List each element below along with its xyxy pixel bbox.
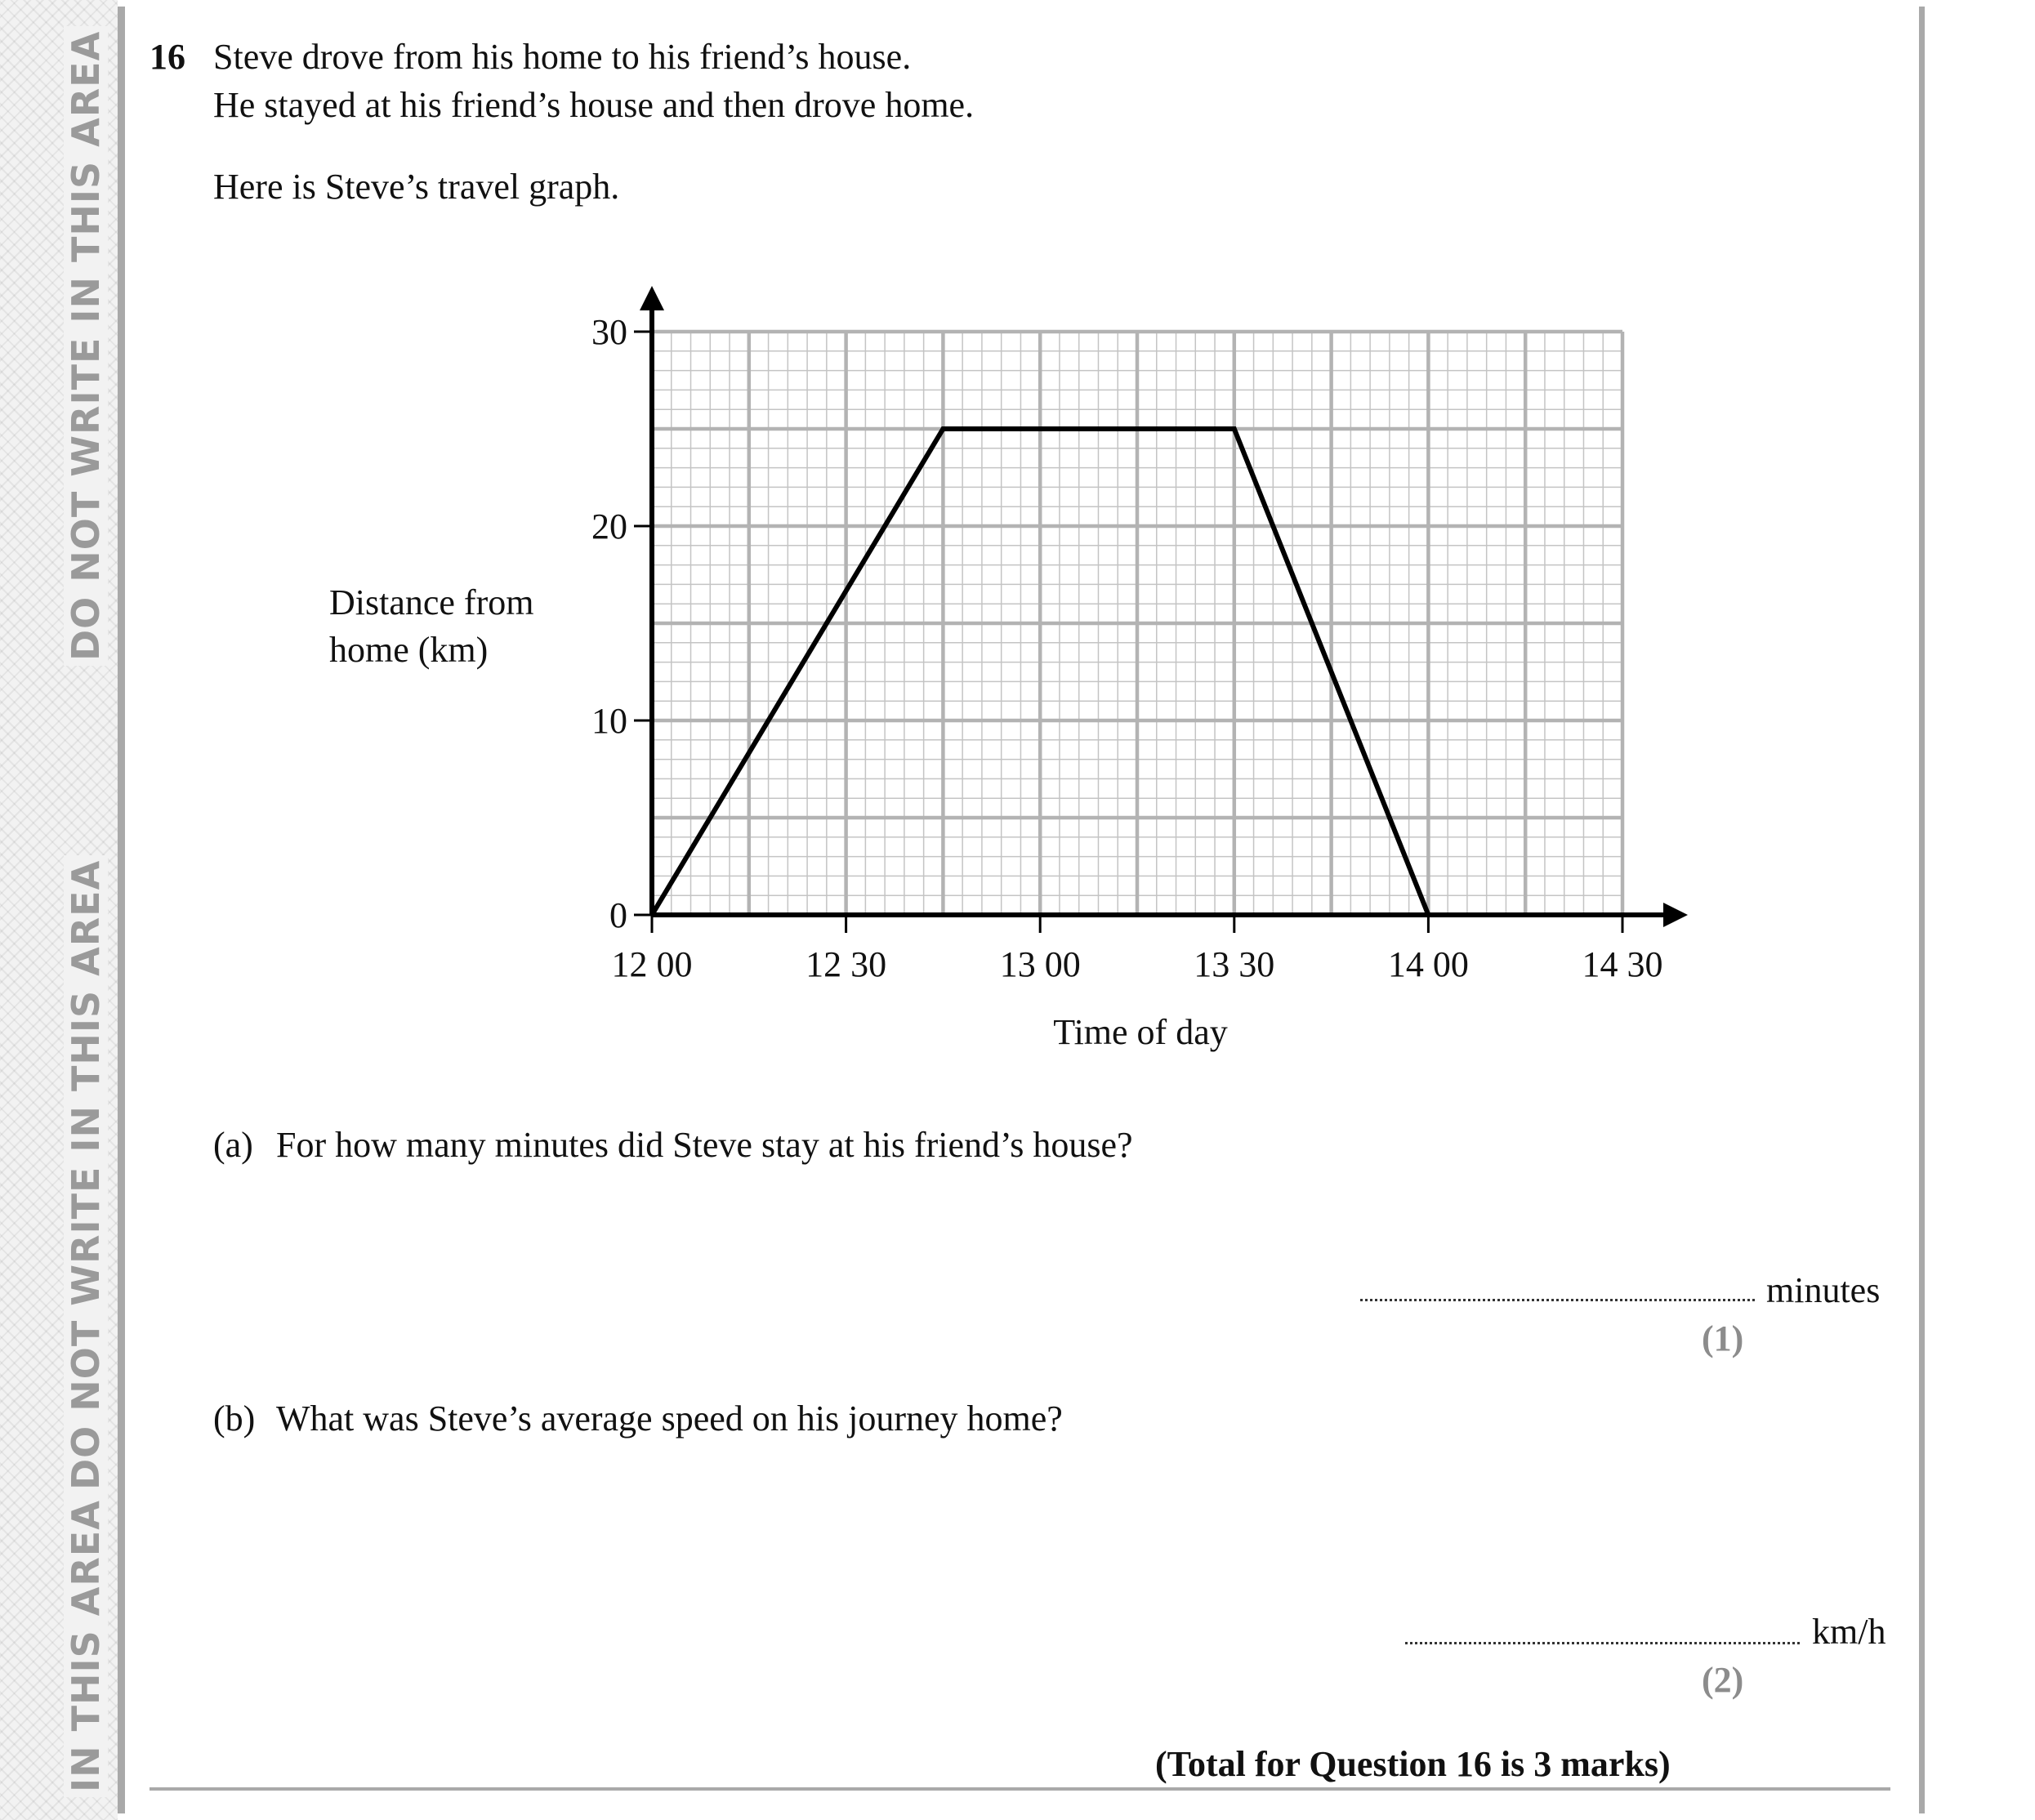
y-tick-label: 30 bbox=[591, 312, 627, 352]
x-tick-label: 12 30 bbox=[806, 944, 887, 984]
x-tick-label: 13 30 bbox=[1194, 944, 1275, 984]
question-intro: Here is Steve’s travel graph. bbox=[213, 167, 620, 207]
margin-warning-middle: DO NOT WRITE IN THIS AREA bbox=[64, 855, 108, 1495]
x-tick-label: 13 00 bbox=[999, 944, 1081, 984]
margin-warning-top: DO NOT WRITE IN THIS AREA bbox=[64, 26, 108, 666]
total-marks: (Total for Question 16 is 3 marks) bbox=[1155, 1744, 1671, 1784]
part-a-marks: (1) bbox=[1702, 1318, 1744, 1358]
part-b-marks: (2) bbox=[1702, 1660, 1744, 1700]
margin-warning-bottom: IN THIS AREA bbox=[64, 1495, 108, 1797]
part-b-unit: km/h bbox=[1812, 1612, 1886, 1652]
y-tick-label: 10 bbox=[591, 701, 627, 741]
answer-line-b[interactable] bbox=[1405, 1642, 1800, 1644]
y-tick-label: 20 bbox=[591, 506, 627, 546]
question-line-2: He stayed at his friend’s house and then drove home. bbox=[213, 85, 975, 125]
part-b-label: (b) bbox=[213, 1398, 256, 1439]
part-a-label: (a) bbox=[213, 1125, 253, 1165]
x-tick-label: 14 30 bbox=[1582, 944, 1663, 984]
y-axis-label-line-1: Distance from bbox=[329, 582, 534, 622]
part-a-question: For how many minutes did Steve stay at his friend’s house? bbox=[276, 1125, 1133, 1165]
grid-major bbox=[652, 332, 1622, 915]
question-number: 16 bbox=[150, 37, 185, 77]
x-tick-label: 14 00 bbox=[1387, 944, 1469, 984]
bottom-rule bbox=[150, 1787, 1890, 1791]
x-axis-label: Time of day bbox=[1053, 1012, 1228, 1052]
y-axis-arrow bbox=[640, 286, 664, 310]
part-b-question: What was Steve’s average speed on his journey home? bbox=[276, 1398, 1063, 1439]
answer-line-a[interactable] bbox=[1360, 1299, 1755, 1301]
y-axis-label-line-2: home (km) bbox=[329, 630, 489, 670]
x-tick-label: 12 00 bbox=[611, 944, 693, 984]
question-line-1: Steve drove from his home to his friend’s house. bbox=[213, 37, 912, 77]
ticks bbox=[591, 312, 1663, 984]
x-axis-arrow bbox=[1663, 903, 1688, 927]
y-tick-label: 0 bbox=[609, 895, 627, 935]
axes bbox=[640, 286, 1688, 927]
part-a-unit: minutes bbox=[1766, 1270, 1881, 1310]
